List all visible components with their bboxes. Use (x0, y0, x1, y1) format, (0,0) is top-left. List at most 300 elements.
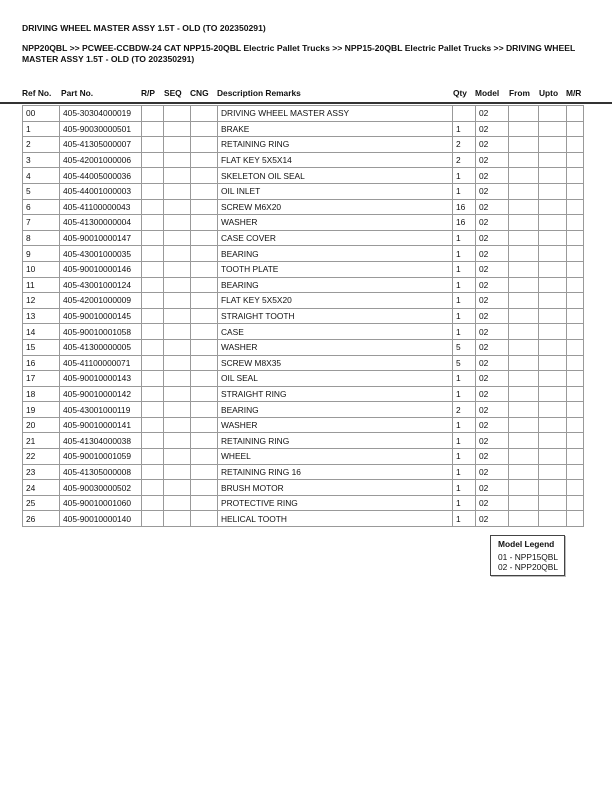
cell-mr (567, 121, 584, 137)
table-row (23, 386, 584, 402)
header-rp: R/P (141, 88, 155, 98)
table-row (23, 371, 584, 387)
cell-upto (539, 121, 567, 137)
cell-rp (142, 511, 164, 527)
legend-title: Model Legend (498, 539, 555, 549)
cell-cng (191, 199, 218, 215)
cell-from (509, 355, 539, 371)
cell-cng (191, 230, 218, 246)
cell-rp (142, 371, 164, 387)
cell-mr (567, 106, 584, 122)
cell-qty: 1 (453, 371, 476, 387)
cell-part-no: 405-44005000036 (60, 168, 142, 184)
cell-model: 02 (476, 246, 509, 262)
cell-from (509, 324, 539, 340)
cell-ref-no: 10 (23, 261, 60, 277)
header-ref-no: Ref No. (22, 88, 52, 98)
cell-mr (567, 464, 584, 480)
cell-description: CASE COVER (218, 230, 453, 246)
cell-cng (191, 402, 218, 418)
cell-rp (142, 324, 164, 340)
cell-from (509, 106, 539, 122)
cell-mr (567, 339, 584, 355)
cell-upto (539, 511, 567, 527)
cell-upto (539, 433, 567, 449)
cell-description: STRAIGHT RING (218, 386, 453, 402)
cell-part-no: 405-41305000007 (60, 137, 142, 153)
cell-from (509, 261, 539, 277)
header-qty: Qty (453, 88, 467, 98)
cell-part-no: 405-41300000004 (60, 215, 142, 231)
cell-description: BEARING (218, 246, 453, 262)
cell-rp (142, 168, 164, 184)
cell-cng (191, 339, 218, 355)
cell-description: HELICAL TOOTH (218, 511, 453, 527)
cell-mr (567, 386, 584, 402)
cell-upto (539, 277, 567, 293)
cell-rp (142, 215, 164, 231)
cell-cng (191, 480, 218, 496)
cell-part-no: 405-90010000140 (60, 511, 142, 527)
cell-mr (567, 371, 584, 387)
cell-qty: 16 (453, 215, 476, 231)
cell-qty: 1 (453, 308, 476, 324)
cell-cng (191, 449, 218, 465)
table-row (23, 121, 584, 137)
cell-description: BEARING (218, 277, 453, 293)
cell-part-no: 405-90010001059 (60, 449, 142, 465)
table-row (23, 511, 584, 527)
cell-cng (191, 168, 218, 184)
cell-upto (539, 355, 567, 371)
cell-model: 02 (476, 277, 509, 293)
cell-model: 02 (476, 433, 509, 449)
cell-description: BRUSH MOTOR (218, 480, 453, 496)
cell-rp (142, 152, 164, 168)
cell-cng (191, 121, 218, 137)
cell-qty: 2 (453, 137, 476, 153)
cell-seq (164, 137, 191, 153)
cell-upto (539, 137, 567, 153)
cell-qty: 1 (453, 230, 476, 246)
cell-rp (142, 417, 164, 433)
cell-description: WASHER (218, 215, 453, 231)
cell-seq (164, 371, 191, 387)
cell-cng (191, 152, 218, 168)
cell-upto (539, 106, 567, 122)
cell-rp (142, 246, 164, 262)
cell-description: BRAKE (218, 121, 453, 137)
cell-ref-no: 00 (23, 106, 60, 122)
cell-qty: 1 (453, 324, 476, 340)
cell-model: 02 (476, 464, 509, 480)
legend-item: 02 - NPP20QBL (498, 562, 559, 572)
cell-cng (191, 106, 218, 122)
cell-upto (539, 371, 567, 387)
header-from: From (509, 88, 530, 98)
cell-mr (567, 137, 584, 153)
cell-ref-no: 16 (23, 355, 60, 371)
cell-rp (142, 339, 164, 355)
cell-ref-no: 3 (23, 152, 60, 168)
cell-seq (164, 449, 191, 465)
cell-ref-no: 25 (23, 495, 60, 511)
cell-upto (539, 339, 567, 355)
model-legend (490, 535, 565, 576)
cell-from (509, 215, 539, 231)
cell-qty: 2 (453, 152, 476, 168)
cell-cng (191, 324, 218, 340)
table-row (23, 339, 584, 355)
cell-part-no: 405-90010001060 (60, 495, 142, 511)
table-row (23, 106, 584, 122)
cell-description: FLAT KEY 5X5X20 (218, 293, 453, 309)
cell-mr (567, 152, 584, 168)
cell-qty: 1 (453, 183, 476, 199)
cell-qty: 1 (453, 511, 476, 527)
cell-ref-no: 6 (23, 199, 60, 215)
cell-description: CASE (218, 324, 453, 340)
cell-seq (164, 402, 191, 418)
cell-from (509, 417, 539, 433)
cell-part-no: 405-42001000006 (60, 152, 142, 168)
cell-cng (191, 308, 218, 324)
cell-model: 02 (476, 121, 509, 137)
page-title: DRIVING WHEEL MASTER ASSY 1.5T - OLD (TO 202350291) (22, 23, 266, 33)
table-row (23, 261, 584, 277)
cell-rp (142, 402, 164, 418)
cell-ref-no: 2 (23, 137, 60, 153)
cell-upto (539, 449, 567, 465)
cell-qty: 1 (453, 121, 476, 137)
header-upto: Upto (539, 88, 559, 98)
cell-model: 02 (476, 137, 509, 153)
cell-seq (164, 230, 191, 246)
cell-from (509, 511, 539, 527)
cell-ref-no: 13 (23, 308, 60, 324)
cell-mr (567, 449, 584, 465)
cell-part-no: 405-41100000071 (60, 355, 142, 371)
cell-from (509, 464, 539, 480)
cell-description: SCREW M8X35 (218, 355, 453, 371)
cell-mr (567, 308, 584, 324)
table-row (23, 277, 584, 293)
table-row (23, 183, 584, 199)
cell-description: PROTECTIVE RING (218, 495, 453, 511)
cell-seq (164, 183, 191, 199)
table-row (23, 152, 584, 168)
cell-from (509, 121, 539, 137)
header-description: Description Remarks (217, 88, 301, 98)
cell-model: 02 (476, 480, 509, 496)
cell-ref-no: 14 (23, 324, 60, 340)
cell-rp (142, 293, 164, 309)
cell-cng (191, 417, 218, 433)
cell-upto (539, 246, 567, 262)
cell-rp (142, 464, 164, 480)
cell-upto (539, 215, 567, 231)
cell-qty: 1 (453, 386, 476, 402)
cell-rp (142, 230, 164, 246)
cell-upto (539, 261, 567, 277)
cell-qty: 1 (453, 261, 476, 277)
table-row (23, 480, 584, 496)
cell-qty: 1 (453, 449, 476, 465)
breadcrumb: NPP20QBL >> PCWEE-CCBDW-24 CAT NPP15-20QBL Electric Pallet Trucks >> NPP15-20QBL Electric Pallet Trucks >> DRIVING WHEEL MASTER ASSY 1.5T - OLD (TO 202350291) (22, 43, 576, 64)
cell-ref-no: 17 (23, 371, 60, 387)
header-divider (0, 102, 612, 104)
cell-cng (191, 277, 218, 293)
cell-part-no: 405-42001000009 (60, 293, 142, 309)
header-model: Model (475, 88, 500, 98)
cell-description: SCREW M6X20 (218, 199, 453, 215)
cell-mr (567, 168, 584, 184)
cell-part-no: 405-90010001058 (60, 324, 142, 340)
cell-upto (539, 152, 567, 168)
cell-upto (539, 199, 567, 215)
cell-upto (539, 168, 567, 184)
cell-seq (164, 495, 191, 511)
cell-description: BEARING (218, 402, 453, 418)
cell-from (509, 230, 539, 246)
cell-part-no: 405-41305000008 (60, 464, 142, 480)
cell-qty: 1 (453, 293, 476, 309)
cell-seq (164, 261, 191, 277)
cell-model: 02 (476, 449, 509, 465)
cell-mr (567, 402, 584, 418)
cell-cng (191, 371, 218, 387)
cell-mr (567, 324, 584, 340)
cell-part-no: 405-43001000119 (60, 402, 142, 418)
cell-seq (164, 308, 191, 324)
cell-qty: 16 (453, 199, 476, 215)
cell-model: 02 (476, 230, 509, 246)
cell-model: 02 (476, 106, 509, 122)
cell-ref-no: 1 (23, 121, 60, 137)
table-row (23, 246, 584, 262)
cell-description: OIL SEAL (218, 371, 453, 387)
cell-cng (191, 261, 218, 277)
cell-mr (567, 183, 584, 199)
cell-rp (142, 199, 164, 215)
cell-from (509, 183, 539, 199)
cell-from (509, 199, 539, 215)
table-row (23, 417, 584, 433)
cell-model: 02 (476, 261, 509, 277)
cell-seq (164, 246, 191, 262)
cell-upto (539, 417, 567, 433)
cell-seq (164, 106, 191, 122)
cell-cng (191, 246, 218, 262)
table-row (23, 168, 584, 184)
cell-from (509, 386, 539, 402)
table-row (23, 495, 584, 511)
cell-seq (164, 386, 191, 402)
cell-seq (164, 199, 191, 215)
cell-part-no: 405-90010000141 (60, 417, 142, 433)
cell-description: RETAINING RING 16 (218, 464, 453, 480)
cell-part-no: 405-90030000501 (60, 121, 142, 137)
cell-seq (164, 293, 191, 309)
cell-seq (164, 324, 191, 340)
cell-part-no: 405-90010000146 (60, 261, 142, 277)
cell-description: TOOTH PLATE (218, 261, 453, 277)
cell-ref-no: 19 (23, 402, 60, 418)
cell-qty: 1 (453, 417, 476, 433)
cell-seq (164, 339, 191, 355)
cell-ref-no: 12 (23, 293, 60, 309)
cell-model: 02 (476, 168, 509, 184)
cell-description: WASHER (218, 339, 453, 355)
cell-mr (567, 261, 584, 277)
cell-model: 02 (476, 183, 509, 199)
cell-from (509, 246, 539, 262)
cell-mr (567, 417, 584, 433)
cell-rp (142, 277, 164, 293)
cell-qty: 2 (453, 402, 476, 418)
cell-rp (142, 449, 164, 465)
cell-part-no: 405-90030000502 (60, 480, 142, 496)
cell-rp (142, 121, 164, 137)
table-row (23, 137, 584, 153)
cell-seq (164, 480, 191, 496)
cell-model: 02 (476, 495, 509, 511)
cell-rp (142, 355, 164, 371)
header-mr: M/R (566, 88, 582, 98)
cell-qty: 1 (453, 246, 476, 262)
cell-mr (567, 215, 584, 231)
parts-table (22, 105, 584, 527)
cell-upto (539, 495, 567, 511)
cell-part-no: 405-41300000005 (60, 339, 142, 355)
cell-mr (567, 433, 584, 449)
cell-description: RETAINING RING (218, 433, 453, 449)
header-part-no: Part No. (61, 88, 94, 98)
cell-ref-no: 24 (23, 480, 60, 496)
cell-rp (142, 183, 164, 199)
cell-upto (539, 464, 567, 480)
table-row (23, 308, 584, 324)
cell-description: STRAIGHT TOOTH (218, 308, 453, 324)
cell-upto (539, 293, 567, 309)
cell-ref-no: 22 (23, 449, 60, 465)
cell-rp (142, 433, 164, 449)
cell-from (509, 293, 539, 309)
cell-rp (142, 308, 164, 324)
cell-description: FLAT KEY 5X5X14 (218, 152, 453, 168)
table-row (23, 449, 584, 465)
column-headers (0, 88, 612, 100)
cell-upto (539, 386, 567, 402)
cell-part-no: 405-30304000019 (60, 106, 142, 122)
cell-seq (164, 215, 191, 231)
table-row (23, 355, 584, 371)
cell-qty: 1 (453, 433, 476, 449)
cell-description: DRIVING WHEEL MASTER ASSY (218, 106, 453, 122)
cell-seq (164, 168, 191, 184)
cell-model: 02 (476, 355, 509, 371)
cell-description: RETAINING RING (218, 137, 453, 153)
cell-cng (191, 137, 218, 153)
cell-cng (191, 511, 218, 527)
cell-mr (567, 495, 584, 511)
cell-part-no: 405-44001000003 (60, 183, 142, 199)
cell-seq (164, 464, 191, 480)
cell-rp (142, 261, 164, 277)
cell-upto (539, 230, 567, 246)
cell-qty: 1 (453, 168, 476, 184)
cell-mr (567, 293, 584, 309)
cell-seq (164, 355, 191, 371)
cell-model: 02 (476, 511, 509, 527)
cell-part-no: 405-90010000145 (60, 308, 142, 324)
cell-description: OIL INLET (218, 183, 453, 199)
cell-upto (539, 402, 567, 418)
cell-ref-no: 8 (23, 230, 60, 246)
cell-ref-no: 7 (23, 215, 60, 231)
cell-model: 02 (476, 293, 509, 309)
cell-qty (453, 106, 476, 122)
cell-model: 02 (476, 152, 509, 168)
cell-mr (567, 355, 584, 371)
cell-cng (191, 464, 218, 480)
cell-cng (191, 355, 218, 371)
cell-cng (191, 386, 218, 402)
table-row (23, 402, 584, 418)
cell-cng (191, 433, 218, 449)
cell-from (509, 152, 539, 168)
header-cng: CNG (190, 88, 209, 98)
cell-model: 02 (476, 308, 509, 324)
cell-part-no: 405-41304000038 (60, 433, 142, 449)
cell-ref-no: 4 (23, 168, 60, 184)
cell-ref-no: 5 (23, 183, 60, 199)
table-row (23, 199, 584, 215)
cell-mr (567, 246, 584, 262)
cell-from (509, 137, 539, 153)
cell-ref-no: 18 (23, 386, 60, 402)
cell-from (509, 371, 539, 387)
cell-mr (567, 277, 584, 293)
cell-rp (142, 480, 164, 496)
cell-mr (567, 230, 584, 246)
cell-ref-no: 11 (23, 277, 60, 293)
cell-from (509, 168, 539, 184)
cell-from (509, 433, 539, 449)
cell-description: WASHER (218, 417, 453, 433)
cell-from (509, 495, 539, 511)
cell-ref-no: 23 (23, 464, 60, 480)
cell-qty: 1 (453, 495, 476, 511)
cell-description: SKELETON OIL SEAL (218, 168, 453, 184)
header-seq: SEQ (164, 88, 182, 98)
cell-model: 02 (476, 371, 509, 387)
cell-model: 02 (476, 417, 509, 433)
cell-qty: 1 (453, 277, 476, 293)
cell-mr (567, 199, 584, 215)
cell-part-no: 405-90010000142 (60, 386, 142, 402)
cell-seq (164, 152, 191, 168)
cell-cng (191, 183, 218, 199)
cell-upto (539, 324, 567, 340)
table-row (23, 293, 584, 309)
cell-qty: 1 (453, 464, 476, 480)
table-row (23, 230, 584, 246)
cell-model: 02 (476, 402, 509, 418)
cell-part-no: 405-43001000124 (60, 277, 142, 293)
cell-upto (539, 183, 567, 199)
table-row (23, 464, 584, 480)
